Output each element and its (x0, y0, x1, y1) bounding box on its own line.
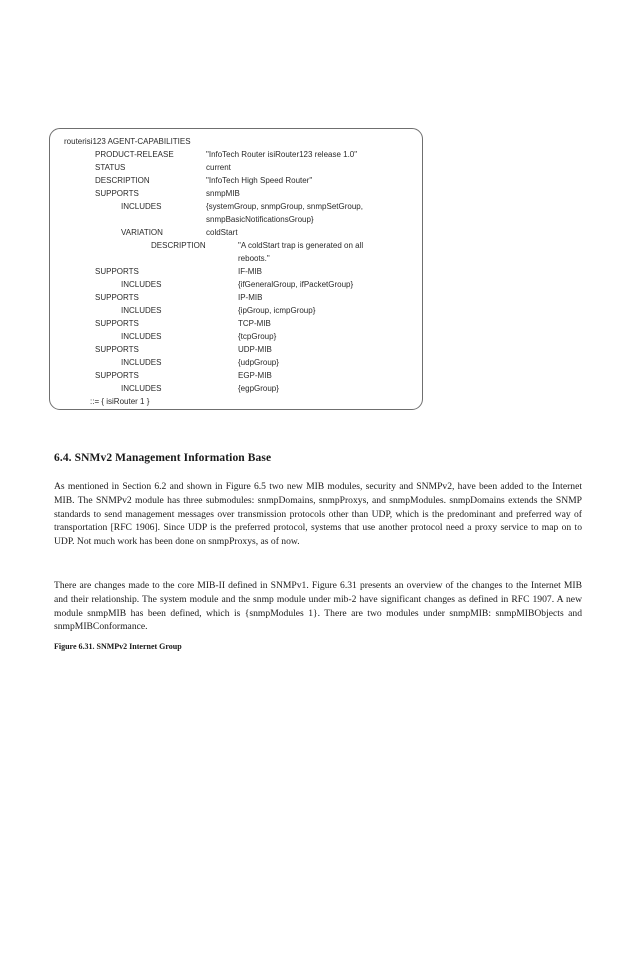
code-line: {udpGroup} (238, 358, 279, 367)
code-line: SUPPORTS (95, 267, 139, 276)
code-line: PRODUCT-RELEASE (95, 150, 174, 159)
code-line: SUPPORTS (95, 345, 139, 354)
code-line: INCLUDES (121, 332, 162, 341)
code-line: {egpGroup} (238, 384, 279, 393)
code-line: SUPPORTS (95, 319, 139, 328)
section-heading: 6.4. SNMv2 Management Information Base (54, 452, 272, 464)
code-line: reboots." (238, 254, 270, 263)
code-line: SUPPORTS (95, 371, 139, 380)
code-line: {ipGroup, icmpGroup} (238, 306, 316, 315)
code-line: snmpMIB (206, 189, 240, 198)
code-line: IP-MIB (238, 293, 263, 302)
code-line: VARIATION (121, 228, 163, 237)
body-paragraph-2: There are changes made to the core MIB-II defined in SNMPv1. Figure 6.31 presents an overview of the changes to the Internet MIB and their relationship. The system module and the snmp module under mib-2 have significant changes as defined in RFC 1907. A new module snmpMIB has been defined, which is {snmpModules 1}. There are two modules under snmpMIB: snmpMIBObjects and snmpMIBConformance. (54, 580, 582, 633)
code-line: DESCRIPTION (151, 241, 206, 250)
code-line: INCLUDES (121, 358, 162, 367)
code-line: {systemGroup, snmpGroup, snmpSetGroup, (206, 202, 363, 211)
code-line: DESCRIPTION (95, 176, 150, 185)
code-line: {ifGeneralGroup, ifPacketGroup} (238, 280, 354, 289)
code-line: snmpBasicNotificationsGroup} (206, 215, 314, 224)
code-line: SUPPORTS (95, 293, 139, 302)
code-line: routerisi123 AGENT-CAPABILITIES (64, 137, 191, 146)
body-paragraph-1: As mentioned in Section 6.2 and shown in Figure 6.5 two new MIB modules, security and SNMPv2, have been added to the Internet MIB. The SNMPv2 module has three submodules: snmpDomains, snmpProxys, and snmpModules. snmpDomains extends the SNMP standards to send management messages over transmission protocols other than UDP, which is the predominant and preferred way of transportation [RFC 1906]. Since UDP is the preferred protocol, systems that use another protocol need a proxy service to map on to UDP. Not much work has been done on snmpProxys, as of now. (54, 481, 582, 548)
code-line: INCLUDES (121, 384, 162, 393)
code-line: EGP-MIB (238, 371, 272, 380)
code-line: INCLUDES (121, 306, 162, 315)
code-line: IF-MIB (238, 267, 262, 276)
code-line: ::= { isiRouter 1 } (90, 397, 150, 406)
code-line: TCP-MIB (238, 319, 271, 328)
code-line: coldStart (206, 228, 238, 237)
code-line: current (206, 163, 231, 172)
code-line: "InfoTech High Speed Router" (206, 176, 313, 185)
code-line: "InfoTech Router isiRouter123 release 1.0" (206, 150, 358, 159)
code-line: STATUS (95, 163, 126, 172)
figure-caption: Figure 6.31. SNMPv2 Internet Group (54, 642, 182, 651)
code-line: INCLUDES (121, 202, 162, 211)
code-line: UDP-MIB (238, 345, 272, 354)
code-line: "A coldStart trap is generated on all (238, 241, 364, 250)
code-line: {tcpGroup} (238, 332, 277, 341)
code-line: SUPPORTS (95, 189, 139, 198)
code-line: INCLUDES (121, 280, 162, 289)
